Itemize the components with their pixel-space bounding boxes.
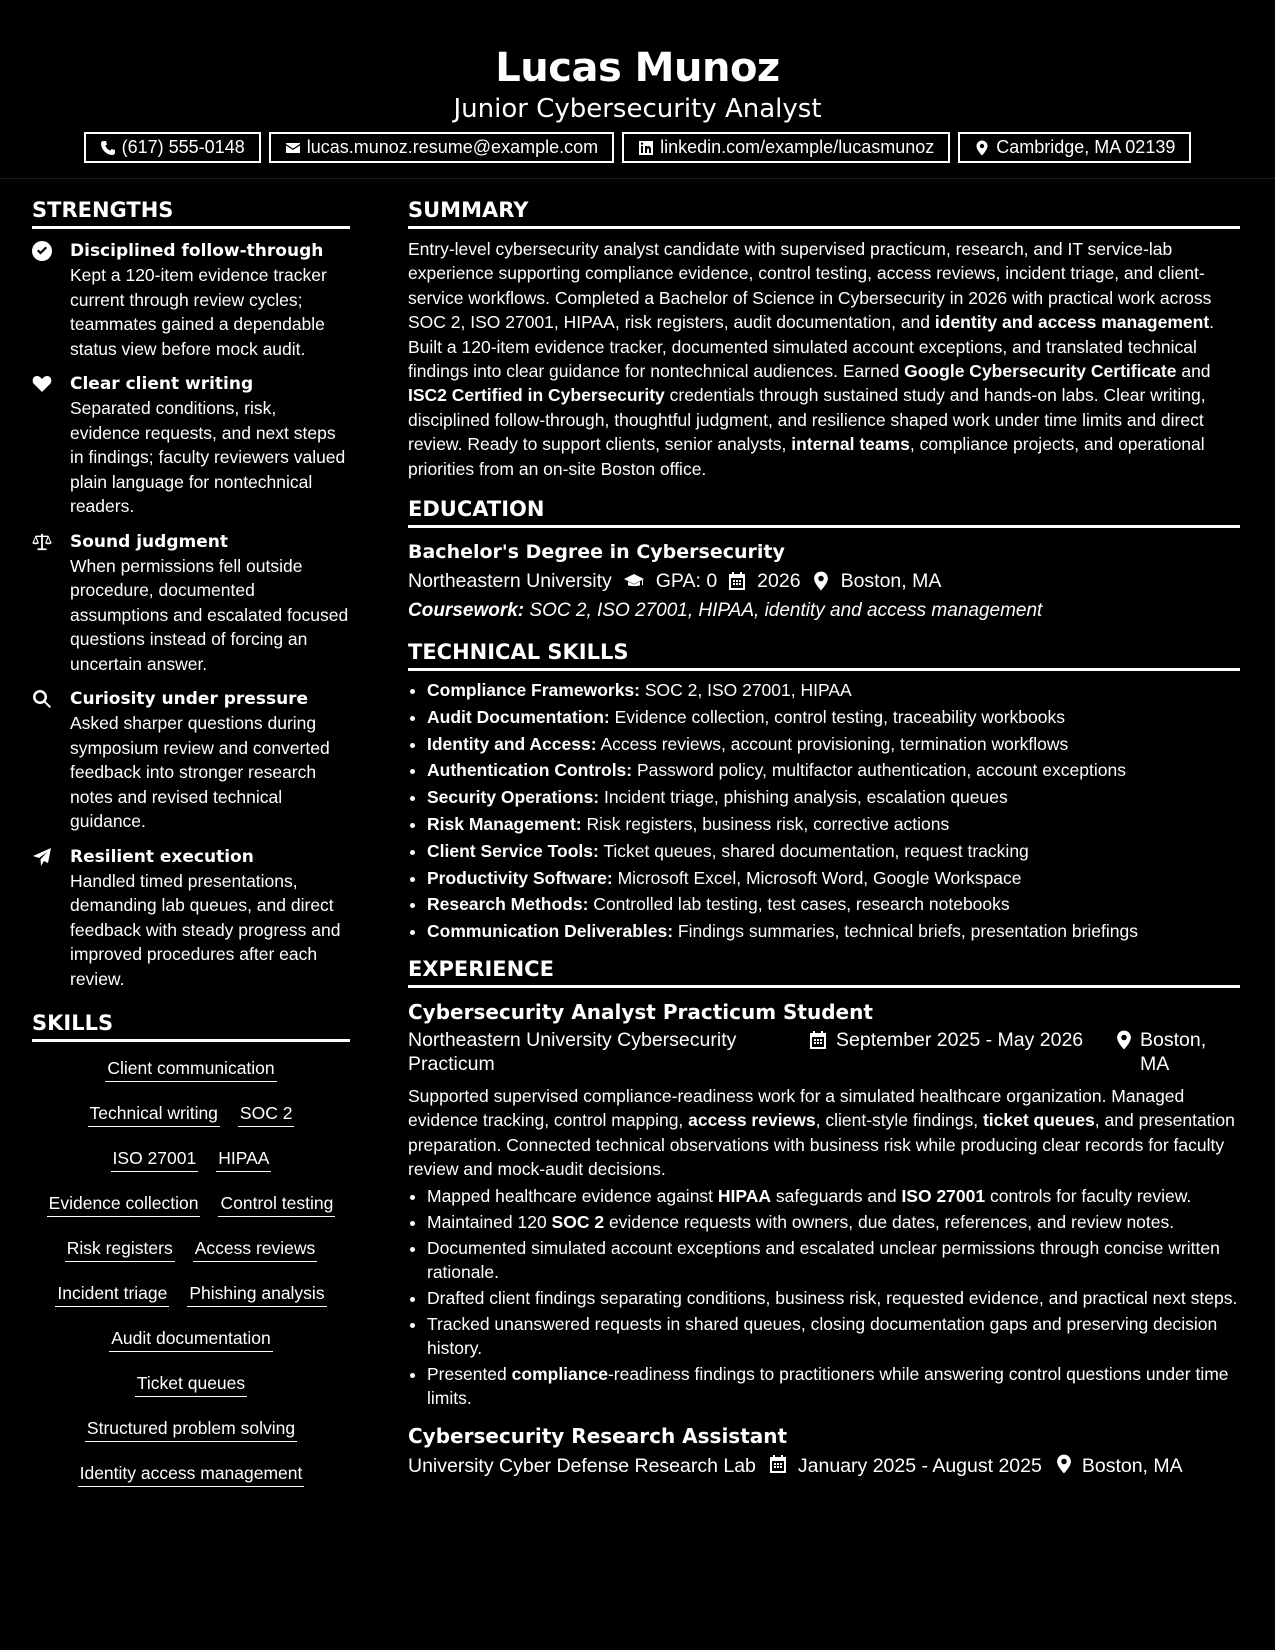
skill-row [32,1056,350,1101]
envelope-icon [285,140,301,156]
contact-bar [0,132,1275,163]
text-run: , compliance projects, and operational priorities from an on-site Boston office. [408,434,1205,479]
contact-location [958,132,1191,163]
summary-heading: SUMMARY [408,198,1240,229]
skill-tag: Client communication [105,1056,276,1082]
technical-skill-label: Communication Deliverables: [427,921,674,942]
technical-skill-value: Risk registers, business risk, corrective actions [581,814,950,835]
map-marker-icon [811,571,831,591]
technical-skill-value: Evidence collection, control testing, traceability workbooks [609,706,1065,727]
technical-skill-item [427,784,1240,811]
education-degree: Bachelor's Degree in Cybersecurity [408,541,785,564]
job-bullet [427,1236,1240,1284]
text-run: , client-style findings, [815,1110,983,1131]
job-title: Cybersecurity Analyst Practicum Student [408,1000,873,1025]
strength-item [32,530,350,677]
technical-skill-value: Microsoft Excel, Microsoft Word, Google Workspace [612,867,1022,888]
paper-plane-icon [32,845,70,992]
strengths-heading: STRENGTHS [32,198,350,229]
job-bullet [427,1184,1240,1208]
strength-item [32,239,350,361]
coursework-label: Coursework: [408,600,525,622]
job-org: University Cyber Defense Research Lab [408,1454,756,1477]
technical-skill-value: Access reviews, account provisioning, termination workflows [596,733,1069,754]
strength-title: Disciplined follow-through [70,241,324,261]
technical-skill-item [427,811,1240,838]
job-bullet [427,1362,1240,1410]
skill-tag: Evidence collection [47,1191,201,1217]
bold-text: identity and access management [934,312,1210,333]
skill-row [32,1371,350,1416]
job-description [408,1084,1240,1182]
resume-header [0,0,1275,179]
skill-row [32,1191,350,1236]
strength-desc: Asked sharper questions during symposium review and converted feedback into stronger research notes and revised technical guidance. [70,713,330,831]
bold-text: internal teams [791,434,910,455]
skill-tag: Control testing [218,1191,335,1217]
technical-skills-heading: TECHNICAL SKILLS [408,640,1240,671]
calendar-icon [727,571,747,591]
bold-text: Google Cybersecurity Certificate [904,361,1177,382]
text-run: controls for faculty review. [985,1185,1192,1206]
job-location: Boston, MA [1081,1454,1183,1477]
strength-body [70,372,350,519]
technical-skill-value: Incident triage, phishing analysis, escalation queues [599,787,1008,808]
text-run: Documented simulated account exceptions and escalated unclear permissions through concise written rationale. [427,1237,1220,1282]
education-gpa: GPA: 0 [655,570,718,593]
skill-tag: Ticket queues [135,1371,247,1397]
text-run: . Built a 120-item evidence tracker, documented simulated account exceptions, and translated technical findings into clear guidance for nontechnical audiences. Earned [408,312,1215,382]
bold-text: access reviews [688,1110,816,1131]
job-dates: January 2025 - August 2025 [797,1454,1042,1477]
education-entry [408,538,1240,626]
strength-body [70,687,350,834]
text-run: , and presentation preparation. Connected technical observations with business risk while producing clear records for faculty review and mock-audit decisions. [408,1110,1235,1180]
job-meta [408,1028,1240,1076]
technical-skill-item [427,865,1240,892]
candidate-name: Lucas Munoz [495,45,780,91]
skill-tag: HIPAA [216,1146,271,1172]
technical-skill-item [427,757,1240,784]
coursework-text: SOC 2, ISO 27001, HIPAA, identity and access management [529,600,1043,622]
text-run: Supported supervised compliance-readiness work for a simulated healthcare organization. Managed evidence tracking, control mapping, [408,1086,1185,1131]
job-bullet [427,1312,1240,1360]
calendar-icon [768,1454,788,1474]
text-run: evidence requests with owners, due dates, references, and review notes. [604,1211,1175,1232]
technical-skill-label: Audit Documentation: [427,706,610,727]
strength-desc: Handled timed presentations, demanding lab queues, and direct feedback with steady progress and improved procedures after each review. [70,870,341,989]
candidate-title: Junior Cybersecurity Analyst [453,94,822,124]
technical-skill-value: SOC 2, ISO 27001, HIPAA [639,680,852,701]
phone-icon [100,140,116,156]
search-icon [32,687,70,834]
text-run: safeguards and [771,1185,902,1206]
strength-body [70,530,350,677]
text-run: Drafted client findings separating conditions, business risk, requested evidence, and practical next steps. [427,1287,1238,1308]
technical-skill-label: Security Operations: [427,787,600,808]
skills-list [32,1056,350,1506]
heart-icon [32,372,70,519]
right-column [408,198,1240,1492]
strength-item [32,687,350,834]
education-school: Northeastern University [408,570,612,593]
phone-text: (617) 555-0148 [121,137,245,157]
job-meta [408,1452,1240,1480]
bold-text: compliance [511,1363,608,1384]
linkedin-icon [638,140,654,156]
experience-entry [408,998,1240,1410]
calendar-icon [808,1030,828,1050]
education-heading: EDUCATION [408,497,1240,528]
experience-entry [408,1422,1240,1480]
technical-skill-value: Findings summaries, technical briefs, presentation briefings [673,921,1138,942]
strength-desc: When permissions fell outside procedure, documented assumptions and escalated focused questions instead of forcing an uncertain answer. [70,555,349,674]
technical-skill-value: Password policy, multifactor authentication, account exceptions [632,760,1126,781]
skill-tag: Audit documentation [109,1326,273,1352]
strength-title: Curiosity under pressure [70,689,309,709]
strength-title: Sound judgment [70,531,228,552]
map-marker-icon [974,140,990,156]
bold-text: ISO 27001 [901,1185,986,1206]
strength-body [70,239,350,361]
text-run: Presented [427,1363,512,1384]
skill-row [32,1416,350,1461]
balance-scale-icon [32,530,70,677]
contact-phone[interactable] [84,132,261,163]
location-text: Cambridge, MA 02139 [996,137,1176,157]
job-bullets [408,1184,1240,1410]
job-org: Northeastern University Cybersecurity Practicum [408,1029,737,1076]
text-run: and [1176,361,1211,382]
education-coursework [408,596,1240,626]
skill-row [32,1281,350,1326]
bold-text: SOC 2 [551,1211,605,1232]
skill-row [32,1326,350,1371]
education-location: Boston, MA [840,570,942,593]
text-run: Mapped healthcare evidence against [427,1185,718,1206]
technical-skill-item [427,891,1240,918]
technical-skill-label: Identity and Access: [427,733,597,754]
job-title: Cybersecurity Research Assistant [408,1423,788,1448]
text-run: Entry-level cybersecurity analyst candidate with supervised practicum, research, and IT service-lab experience supporting compliance evidence, control testing, access reviews, incident triage, and client-service workflows. Completed a Bachelor of Science in Cybersecurity in 2026 with practical work across SOC 2, ISO 27001, HIPAA, risk registers, audit documentation, and [408,239,1212,333]
skill-tag: Incident triage [55,1281,169,1307]
text-run: credentials through sustained study and hands-on labs. Clear writing, disciplined follow-through, thoughtful judgment, and resilience shaped work under time limits and direct review. Ready to support clients, senior analysts, [408,385,1206,455]
experience-heading: EXPERIENCE [408,957,1240,988]
skill-tag: SOC 2 [238,1101,295,1127]
experience-list [408,998,1240,1480]
job-dates: September 2025 - May 2026 [836,1029,1084,1052]
technical-skill-item [427,731,1240,758]
technical-skill-item [427,677,1240,704]
skills-section [32,1011,350,1506]
summary-text [408,237,1240,481]
bold-text: ISC2 Certified in Cybersecurity [408,385,665,406]
skill-tag: Structured problem solving [85,1416,297,1442]
technical-skill-item [427,704,1240,731]
map-marker-icon [1114,1030,1134,1050]
strength-title: Resilient execution [70,846,254,867]
job-bullet [427,1210,1240,1234]
technical-skill-item [427,918,1240,945]
technical-skill-value: Ticket queues, shared documentation, request tracking [598,840,1029,861]
skill-tag: ISO 27001 [111,1146,199,1172]
technical-skill-label: Research Methods: [427,894,589,915]
education-year: 2026 [757,570,801,593]
strength-desc: Separated conditions, risk, evidence requests, and next steps in findings; faculty reviewers valued plain language for nontechnical readers. [70,398,346,516]
skill-row [32,1461,350,1506]
education-details [408,566,1240,596]
text-run: Maintained 120 [427,1211,552,1232]
skill-row [32,1236,350,1281]
strengths-list [32,239,350,991]
skill-tag: Identity access management [78,1461,305,1487]
technical-skill-label: Client Service Tools: [427,840,599,861]
left-column [32,198,350,1506]
technical-skill-label: Compliance Frameworks: [427,680,640,701]
strength-body [70,845,350,992]
technical-skill-value: Controlled lab testing, test cases, research notebooks [588,894,1010,915]
technical-skill-label: Risk Management: [427,814,582,835]
strength-item [32,845,350,992]
skill-tag: Phishing analysis [187,1281,326,1307]
strength-item [32,372,350,519]
technical-skills-list [408,677,1240,945]
check-circle-icon [32,239,70,361]
skill-tag: Technical writing [88,1101,220,1127]
bold-text: ticket queues [982,1110,1095,1131]
text-run: Tracked unanswered requests in shared queues, closing documentation gaps and preserving decision history. [427,1313,1218,1358]
skill-row [32,1101,350,1146]
skill-tag: Access reviews [193,1236,318,1262]
linkedin-text: linkedin.com/example/lucasmunoz [660,137,935,157]
strength-title: Clear client writing [70,374,254,394]
skill-row [32,1146,350,1191]
technical-skill-label: Authentication Controls: [427,760,633,781]
skill-tag: Risk registers [65,1236,175,1262]
bold-text: HIPAA [717,1185,772,1206]
contact-email[interactable] [269,132,614,163]
job-bullet [427,1286,1240,1310]
technical-skill-item [427,838,1240,865]
map-marker-icon [1054,1454,1074,1474]
strength-desc: Kept a 120-item evidence tracker current through review cycles; teammates gained a dependable status view before mock audit. [70,265,327,359]
job-location: Boston, MA [1140,1029,1207,1076]
text-run: -readiness findings to practitioners while answering control questions under time limits. [427,1363,1229,1408]
email-text: lucas.munoz.resume@example.com [306,137,599,157]
contact-linkedin[interactable] [622,132,950,163]
technical-skill-label: Productivity Software: [427,867,613,888]
skills-heading: SKILLS [32,1011,350,1042]
graduation-cap-icon [622,571,646,591]
